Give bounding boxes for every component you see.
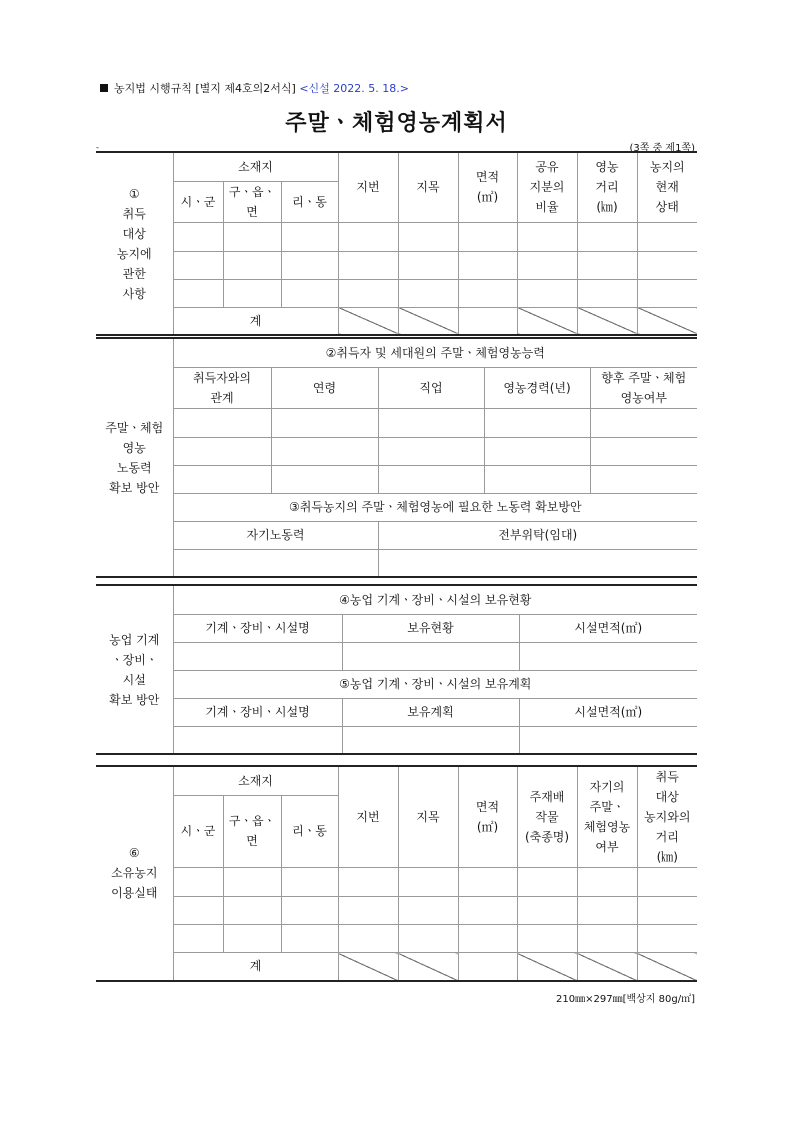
career-header: 영농경력(년) <box>484 367 590 408</box>
future-farming-header: 향후 주말ㆍ체험 영농여부 <box>590 367 697 408</box>
status-header: 농지의 현재 상태 <box>637 152 697 222</box>
share-header: 공유 지분의 비율 <box>517 152 577 222</box>
subsection4-title: ④농업 기계ㆍ장비ㆍ시설의 보유현황 <box>173 585 697 614</box>
location-header: 소재지 <box>173 766 338 795</box>
location-header: 소재지 <box>173 152 338 181</box>
page-title: 주말ㆍ체험영농계획서 <box>285 111 508 136</box>
facility-area-header: 시설면적(㎡) <box>519 614 697 642</box>
total-row <box>96 307 697 335</box>
labor-capacity-table <box>96 337 697 578</box>
acquired-farmland-table <box>96 151 697 336</box>
input-row[interactable] <box>96 925 697 953</box>
section3-label: 농업 기계 ㆍ장비ㆍ 시설 확보 방안 <box>96 585 173 754</box>
age-header: 연령 <box>271 367 378 408</box>
input-row[interactable] <box>96 408 697 437</box>
total-row <box>96 953 697 981</box>
square-bullet-icon <box>100 84 108 92</box>
area-header: 면적 (㎡) <box>458 152 517 222</box>
job-header: 직업 <box>378 367 484 408</box>
holding-header: 보유현황 <box>342 614 519 642</box>
input-row[interactable] <box>96 726 697 754</box>
subsection2-title: ②취득자 및 세대원의 주말ㆍ체험영농능력 <box>173 338 697 367</box>
self-farming-header: 자기의 주말ㆍ 체험영농 여부 <box>577 766 637 868</box>
input-row[interactable] <box>96 549 697 577</box>
section2-label: 주말ㆍ체험 영농 노동력 확보 방안 <box>96 338 173 577</box>
gu-header: 구ㆍ읍ㆍ면 <box>223 795 281 867</box>
new-enactment-date: <신설 2022. 5. 18.> <box>299 82 409 95</box>
equip-name-header: 기계ㆍ장비ㆍ시설명 <box>173 614 342 642</box>
equip-name-header: 기계ㆍ장비ㆍ시설명 <box>173 698 342 726</box>
input-row[interactable] <box>96 642 697 670</box>
form-reference <box>100 80 409 96</box>
ri-header: 리ㆍ동 <box>281 795 338 867</box>
equipment-table <box>96 584 697 755</box>
facility-area-header: 시설면적(㎡) <box>519 698 697 726</box>
self-labor-header: 자기노동력 <box>173 521 378 549</box>
owned-farmland-table <box>96 765 697 982</box>
input-row[interactable] <box>96 222 697 251</box>
input-row[interactable] <box>96 437 697 465</box>
subsection5-title: ⑤농업 기계ㆍ장비ㆍ시설의 보유계획 <box>173 670 697 698</box>
jimok-header: 지목 <box>398 766 458 868</box>
subsection3-title: ③취득농지의 주말ㆍ체험영농에 필요한 노동력 확보방안 <box>173 493 697 521</box>
input-row[interactable] <box>96 279 697 307</box>
total-label: 계 <box>173 953 338 981</box>
entrust-header: 전부위탁(임대) <box>378 521 697 549</box>
ri-header: 리ㆍ동 <box>281 181 338 222</box>
input-row[interactable] <box>96 251 697 279</box>
paper-spec: 210㎜×297㎜[백상지 80g/㎡] <box>556 994 695 1005</box>
crop-header: 주재배 작물 (축종명) <box>517 766 577 868</box>
jimok-header: 지목 <box>398 152 458 222</box>
small-mark: - <box>96 143 99 152</box>
input-row[interactable] <box>96 868 697 897</box>
jibun-header: 지번 <box>338 766 398 868</box>
input-row[interactable] <box>96 897 697 925</box>
total-label: 계 <box>173 307 338 335</box>
section4-label: ⑥ 소유농지 이용실태 <box>96 766 173 981</box>
si-header: 시ㆍ군 <box>173 181 223 222</box>
law-reference: 농지법 시행규칙 [별지 제4호의2서식] <box>114 82 296 95</box>
si-header: 시ㆍ군 <box>173 795 223 867</box>
page-info: (3쪽 중 제1쪽) <box>629 143 695 154</box>
plan-header: 보유계획 <box>342 698 519 726</box>
section1-label: ① 취득 대상 농지에 관한 사항 <box>96 152 173 335</box>
jibun-header: 지번 <box>338 152 398 222</box>
gu-header: 구ㆍ읍ㆍ면 <box>223 181 281 222</box>
input-row[interactable] <box>96 465 697 493</box>
distance-header: 취득 대상 농지와의 거리 (㎞) <box>637 766 697 868</box>
relation-header: 취득자와의 관계 <box>173 367 271 408</box>
area-header: 면적 (㎡) <box>458 766 517 868</box>
distance-header: 영농 거리 (㎞) <box>577 152 637 222</box>
